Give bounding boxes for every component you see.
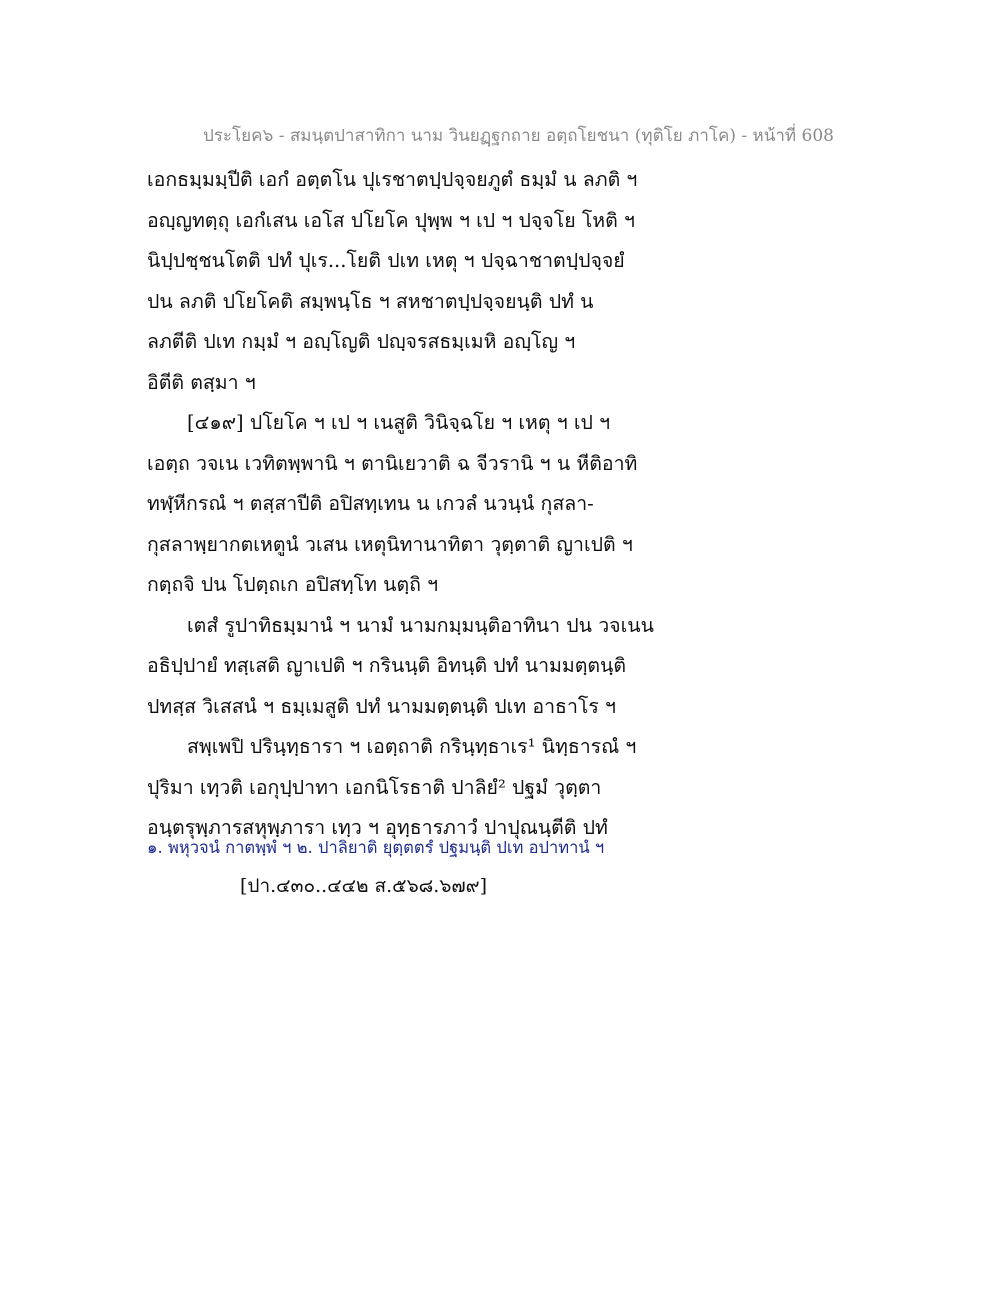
paragraph-start-line: [๔๑๙] ปโยโค ฯ เป ฯ เนสูติ วินิจฺฉโย ฯ เหตุ ฯ เป ฯ (187, 411, 611, 434)
text-line: ปทสฺส วิเสสนํ ฯ ธมฺเมสูติ ปทํ นามมตฺตนฺติ ปเท อาธาโร ฯ (147, 694, 617, 718)
page-reference: [ปา.๔๓๐..๔๔๒ ส.๕๖๘.๖๗๙] (240, 875, 487, 897)
text-line: อธิปฺปายํ ทสฺเสติ ญาเปติ ฯ กรินนฺติ อิทนฺติ ปทํ นามมตฺตนฺติ (147, 654, 627, 677)
footnote: ๑. พหุวจนํ กาตพฺพํ ฯ ๒. ปาลิยาติ ยุตฺตตรํ ปฐมนฺติ ปเท อปาทานํ ฯ (147, 838, 605, 857)
text-line: ทฬฺหีกรณํ ฯ ตสฺสาปีติ อปิสทฺเทน น เกวลํ นวนฺนํ กุสลา- (147, 492, 594, 515)
text-line: กุสลาพฺยากตเหตูนํ วเสน เหตุนิทานาทิตา วุตฺตาติ ญาเปติ ฯ (147, 532, 633, 556)
text-line: เอกธมฺมมฺปีติ เอกํ อตฺตโน ปุเรชาตปฺปจฺจยภูตํ ธมฺมํ น ลภติ ฯ (147, 168, 638, 191)
text-line: กตฺถจิ ปน โปตฺถเก อปิสทฺโท นตฺถิ ฯ (147, 573, 439, 596)
text-line: อญฺญทตฺถุ เอกํเสน เอโส ปโยโค ปุพฺพ ฯ เป ฯ ปจฺจโย โหติ ฯ (147, 208, 635, 232)
text-line: อนฺตรุพฺภารสหุพฺภารา เทฺว ฯ อุทฺธารภาวํ ปาปุณนฺตีติ ปทํ (147, 816, 608, 839)
text-line: ปุริมา เทฺวติ เอกุปฺปาทา เอกนิโรธาติ ปาลิยํ² ปฐมํ วุตฺตา (147, 775, 602, 799)
text-line: เอตฺถ วจเน เวทิตพฺพานิ ฯ ตานิเยวาติ ฉ จีวรานิ ฯ น หีติอาทิ (147, 451, 638, 475)
text-line: ลภตีติ ปเท กมฺมํ ฯ อญฺโญติ ปญฺจรสธมฺเมหิ อญฺโญ ฯ (147, 330, 576, 353)
text-line: นิปฺปชฺชนโตติ ปทํ ปุเร...โยติ ปเท เหตุ ฯ ปจฺฉาชาตปฺปจฺจยํ (147, 249, 625, 272)
paragraph-start-line: สพฺเพปิ ปรินฺทฺธารา ฯ เอตฺถาติ กรินฺทฺธาเร¹ นิทฺธารณํ ฯ (187, 735, 637, 758)
running-header: ประโยค๖ - สมนฺตปาสาทิกา นาม วินยฏฺฐกถาย อตฺถโยชนา (ทุติโย ภาโค) - หน้าที่ 608 (203, 126, 834, 146)
paragraph-start-line: เตสํ รูปาทิธมฺมานํ ฯ นามํ นามกมฺมนฺติอาทินา ปน วจเนน (187, 613, 654, 637)
text-line: ปน ลภติ ปโยโคติ สมฺพนฺโธ ฯ สหชาตปฺปจฺจยนฺติ ปทํ น (147, 289, 594, 313)
body-text (147, 160, 654, 849)
text-line: อิตีติ ตสฺมา ฯ (147, 370, 256, 394)
